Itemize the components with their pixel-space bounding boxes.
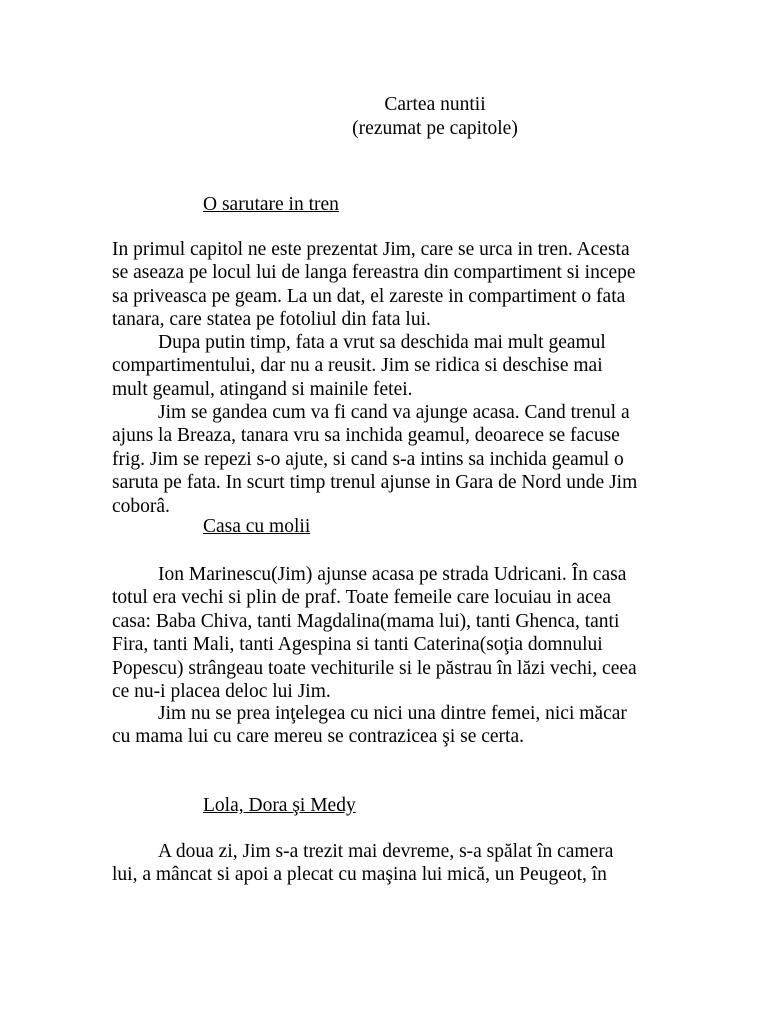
section-heading-lola-dora-si-medy: Lola, Dora şi Medy (203, 795, 356, 816)
text-line: mult geamul, atingand si mainile fetei. (112, 378, 413, 400)
paragraph (112, 563, 652, 703)
document-title: Cartea nuntii (384, 94, 486, 115)
text-line: se aseaza pe locul lui de langa fereastra din compartiment si incepe (112, 262, 636, 284)
text-line: ajuns la Breaza, tanara vru sa inchida geamul, deoarece se facuse (112, 425, 620, 447)
text-line: Popescu) strângeau toate vechiturile si le păstrau în lăzi vechi, ceea (112, 657, 637, 679)
text-line: sa priveasca pe geam. La un dat, el zareste in compartiment o fata (112, 285, 626, 307)
document-title-block (0, 93, 768, 141)
text-line: frig. Jim se repezi s-o ajute, si cand s-a intins sa inchida geamul o (112, 448, 624, 470)
text-line: Jim nu se prea inţelegea cu nici una dintre femei, nici măcar (158, 703, 627, 724)
text-line: ce nu-i placea deloc lui Jim. (112, 681, 331, 703)
text-line: saruta pe fata. In scurt timp trenul ajunse in Gara de Nord unde Jim (112, 472, 638, 494)
text-line: coborâ. (112, 495, 170, 517)
section-heading-o-sarutare-in-tren: O sarutare in tren (203, 194, 339, 215)
text-line: lui, a mâncat si apoi a plecat cu maşina lui mică, un Peugeot, în (112, 864, 607, 886)
paragraph (112, 331, 652, 401)
text-line: In primul capitol ne este prezentat Jim, care se urca in tren. Acesta (112, 239, 630, 260)
text-line: Ion Marinescu(Jim) ajunse acasa pe strada Udricani. În casa (158, 564, 627, 585)
paragraph (112, 401, 652, 518)
paragraph (112, 840, 652, 887)
section-heading-casa-cu-molii: Casa cu molii (203, 516, 311, 537)
text-line: tanara, care statea pe fotoliul din fata lui. (112, 309, 431, 331)
document-subtitle: (rezumat pe capitole) (352, 118, 518, 139)
text-line: cu mama lui cu care mereu se contrazicea şi se certa. (112, 726, 524, 748)
text-line: totul era vechi si plin de praf. Toate femeile care locuiau in acea (112, 587, 612, 609)
text-line: Fira, tanti Mali, tanti Agespina si tanti Caterina(soţia domnului (112, 634, 603, 656)
text-line: Jim se gandea cum va fi cand va ajunge acasa. Cand trenul a (158, 402, 630, 423)
paragraph (112, 702, 652, 749)
text-line: Dupa putin timp, fata a vrut sa deschida mai mult geamul (158, 332, 606, 353)
paragraph (112, 238, 652, 332)
text-line: A doua zi, Jim s-a trezit mai devreme, s-a spălat în camera (158, 841, 614, 862)
text-line: compartimentului, dar nu a reusit. Jim se ridica si deschise mai (112, 355, 603, 377)
text-line: casa: Baba Chiva, tanti Magdalina(mama lui), tanti Ghenca, tanti (112, 610, 620, 632)
